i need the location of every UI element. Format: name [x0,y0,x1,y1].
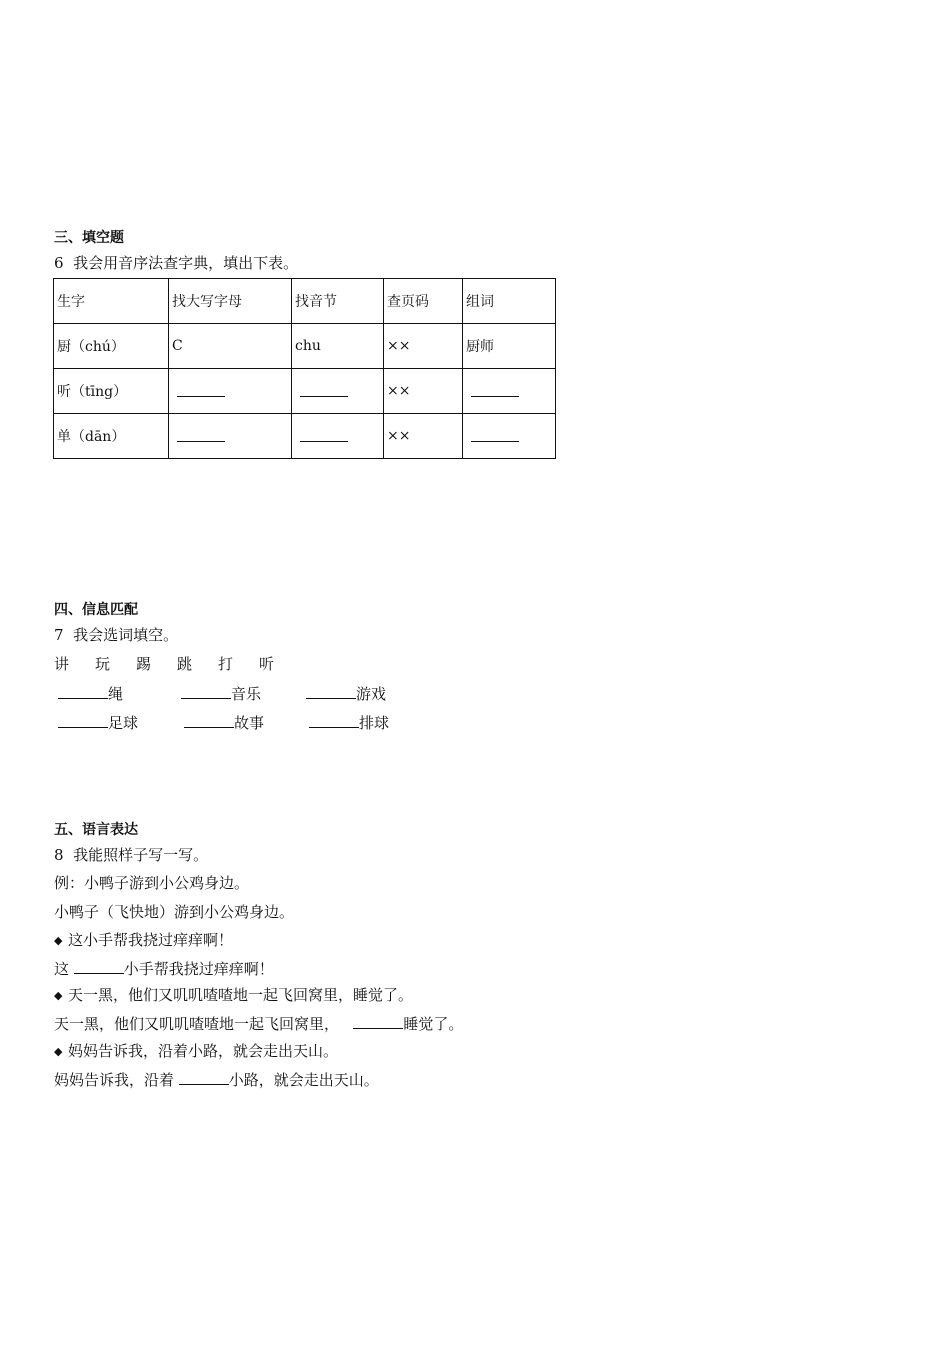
header-cell-syllable: 找音节 [292,279,384,324]
table-blank-cell[interactable] [169,369,292,414]
answer-suffix: 小手帮我挠过痒痒啊！ [123,960,274,978]
table-cell: chu [292,324,384,369]
prompt-text: 天一黑，他们又叽叽喳喳地一起飞回窝里，睡觉了。 [68,986,414,1004]
table-blank-cell[interactable] [292,369,384,414]
answer-suffix: 睡觉了。 [403,1015,464,1033]
fill-row-2 [58,713,418,731]
diamond-bullet-icon: ◆ [54,989,63,1002]
table-cell: C [169,324,292,369]
fill-item-label: 游戏 [356,685,387,703]
fill-item-label: 故事 [234,714,265,732]
fill-item-label: 足球 [108,714,139,732]
table-blank-cell[interactable] [463,414,556,459]
answer-blank[interactable] [74,959,124,974]
question-7: 7 我会选词填空。 [54,626,179,644]
table-cell: 厨（chú） [54,324,169,369]
word-bank-item: 听 [259,655,275,673]
table-header-row [54,279,556,324]
table-blank-cell[interactable] [463,369,556,414]
fill-item [58,713,138,732]
answer-blank[interactable] [353,1014,403,1029]
answer-blank[interactable] [181,684,231,699]
answer-line-1 [54,959,274,977]
answer-blank[interactable] [177,382,225,397]
answer-blank[interactable] [300,427,348,442]
diamond-bullet-icon: ◆ [54,934,63,947]
answer-blank[interactable] [58,713,108,728]
header-cell-word: 组词 [463,279,556,324]
answer-prefix: 这 [54,960,74,978]
example-answer: 小鸭子（飞快地）游到小公鸡身边。 [54,903,295,921]
word-bank-item: 玩 [95,655,111,673]
table-row [54,414,556,459]
fill-item [306,684,386,703]
word-bank-item: 讲 [54,655,70,673]
dictionary-table [53,278,556,459]
table-blank-cell[interactable] [169,414,292,459]
answer-suffix: 小路，就会走出天山。 [228,1071,379,1089]
fill-item [309,713,389,732]
answer-line-3 [54,1070,379,1088]
table-row [54,369,556,414]
header-cell-capital-letter: 找大写字母 [169,279,292,324]
word-bank-item: 踢 [136,655,152,673]
answer-blank[interactable] [471,382,519,397]
table-cell: 单（dān） [54,414,169,459]
answer-blank[interactable] [184,713,234,728]
answer-blank[interactable] [300,382,348,397]
question-6: 6 我会用音序法查字典，填出下表。 [54,254,299,272]
answer-blank[interactable] [306,684,356,699]
example-sentence: 例：小鸭子游到小公鸡身边。 [54,874,250,892]
fill-item [181,684,261,703]
header-cell-character: 生字 [54,279,169,324]
fill-item-label: 音乐 [231,685,262,703]
fill-row-1 [58,684,418,702]
fill-item [184,713,264,732]
answer-line-2 [54,1014,463,1032]
answer-blank[interactable] [471,427,519,442]
fill-item [58,684,123,703]
prompt-text: 妈妈告诉我，沿着小路，就会走出天山。 [68,1042,339,1060]
diamond-bullet-icon: ◆ [54,1045,63,1058]
section-3-heading: 三、填空题 [54,230,124,246]
prompt-sentence-2 [54,986,413,1004]
answer-blank[interactable] [309,713,359,728]
fill-item-label: 排球 [359,714,390,732]
section-4-heading: 四、信息匹配 [54,602,138,618]
answer-blank[interactable] [58,684,108,699]
section-5-heading: 五、语言表达 [54,822,138,838]
word-bank-item: 打 [218,655,234,673]
fill-item-label: 绳 [108,685,124,703]
table-cell: ×× [384,369,463,414]
question-8: 8 我能照样子写一写。 [54,846,209,864]
prompt-sentence-1 [54,931,233,949]
word-bank-item: 跳 [177,655,193,673]
table-cell: ×× [384,414,463,459]
header-cell-page-number: 查页码 [384,279,463,324]
word-bank [54,655,314,673]
answer-blank[interactable] [179,1070,229,1085]
table-cell: ×× [384,324,463,369]
prompt-text: 这小手帮我挠过痒痒啊！ [68,931,234,949]
answer-blank[interactable] [177,427,225,442]
table-blank-cell[interactable] [292,414,384,459]
table-cell: 厨师 [463,324,556,369]
answer-prefix: 妈妈告诉我，沿着 [54,1071,179,1089]
prompt-sentence-3 [54,1042,338,1060]
table-cell: 听（tīng） [54,369,169,414]
table-row [54,324,556,369]
answer-prefix: 天一黑，他们又叽叽喳喳地一起飞回窝里， [54,1015,354,1033]
